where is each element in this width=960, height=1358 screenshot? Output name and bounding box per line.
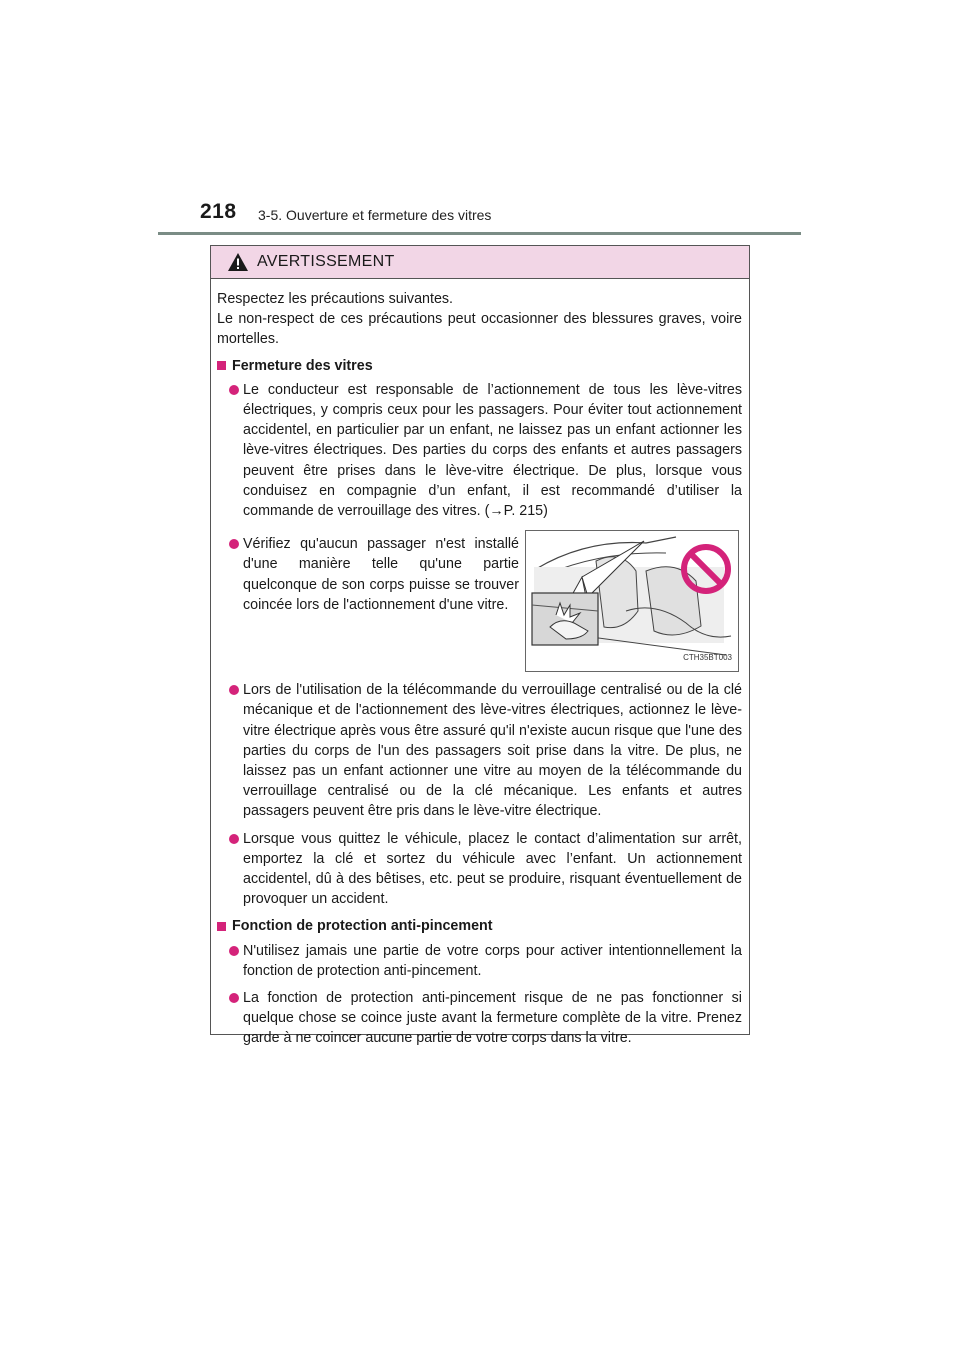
list-item-text: Lors de l'utilisation de la télécommande du verrouillage centralisé ou de la clé mécanique et de l'actionnement des lève-vitres électriques, actionnez le lève-vitre électrique après vous être assuré qu'il n'existe aucun risque que l'une des parties du corps de l'un des passagers soit prise dans la vitre. De plus, ne laissez pas un enfant actionner une vitre au moyen de la télécommande du verrouillage centralisé ou de la clé mécanique. Les enfants et autres passagers peuvent être pris dans le lève-vitre électrique. [243,682,742,820]
list-item-text: Le conducteur est responsable de l’actionnement de tous les lève-vitres électriques, y compris ceux pour les passagers. Pour éviter tout actionnement accidentel, en particulier par un enfant, ne laissez pas un enfant actionner les lève-vitres électriques. Des parties du corps des enfants et autres passagers peuvent être prises dans le lève-vitre électrique. De plus, lorsque vous conduisez en compagnie d’un enfant, il est recommandé d’utiliser la commande de verrouillage des vitres. (→P. 215) [243,381,742,520]
list-item-text: Lorsque vous quittez le véhicule, placez le contact d’alimentation sur arrêt, emportez la clé et sortez du véhicule avec l’enfant. Un actionnement accidentel, dû à des bêtises, etc. peut se produire, risquant éventuellement de provoquer un accident. [243,830,742,908]
bullet-dot-icon [229,685,239,695]
warning-box [210,245,750,1047]
list-item [217,829,742,910]
intro-line-1: Respectez les précautions suivantes. [217,291,454,307]
intro-line-2: Le non-respect de ces précautions peut occasionner des blessures graves, voire mortelles. [217,311,742,348]
bullet-dot-icon [229,834,239,844]
figure-code: CTH35BT003 [683,653,732,663]
warning-body [211,279,749,1049]
list-item [217,680,742,821]
list-item [217,534,519,665]
page-number: 218 [200,200,237,223]
illustration-hand-caught-in-window [525,530,739,672]
section-heading-anti-pinch [217,916,742,936]
section-heading-label: Fonction de protection anti-pincement [232,918,493,935]
warning-triangle-icon [227,252,249,272]
section-heading-label: Fermeture des vitres [232,357,373,374]
list-item [217,988,742,1049]
list-item [217,380,742,521]
square-bullet-icon [217,361,226,370]
section-heading-window-closing [217,356,742,376]
warning-title: AVERTISSEMENT [257,253,395,270]
square-bullet-icon [217,922,226,931]
list-item-text: La fonction de protection anti-pincement risque de ne pas fonctionner si quelque chose se coince juste avant la fermeture complète de la vitre. Prenez garde à ne coincer aucune partie de votre corps dans la vitre. [243,990,742,1047]
bullet-dot-icon [229,539,239,549]
warning-intro [217,289,742,350]
list-item-text: N'utilisez jamais une partie de votre corps pour activer intentionnellement la fonction de protection anti-pincement. [243,942,742,979]
list-item-with-figure [217,528,742,672]
bullet-dot-icon [229,385,239,395]
section-title: 3-5. Ouverture et fermeture des vitres [258,207,492,223]
header-divider [158,232,801,235]
list-item-text: Vérifiez qu'aucun passager n'est installé d'une manière telle qu'une partie quelconque de son corps puisse se trouver coincée lors de l'actionnement d'une vitre. [243,536,519,613]
bullet-dot-icon [229,946,239,956]
bullet-dot-icon [229,993,239,1003]
list-item [217,941,742,981]
warning-header [211,246,749,279]
